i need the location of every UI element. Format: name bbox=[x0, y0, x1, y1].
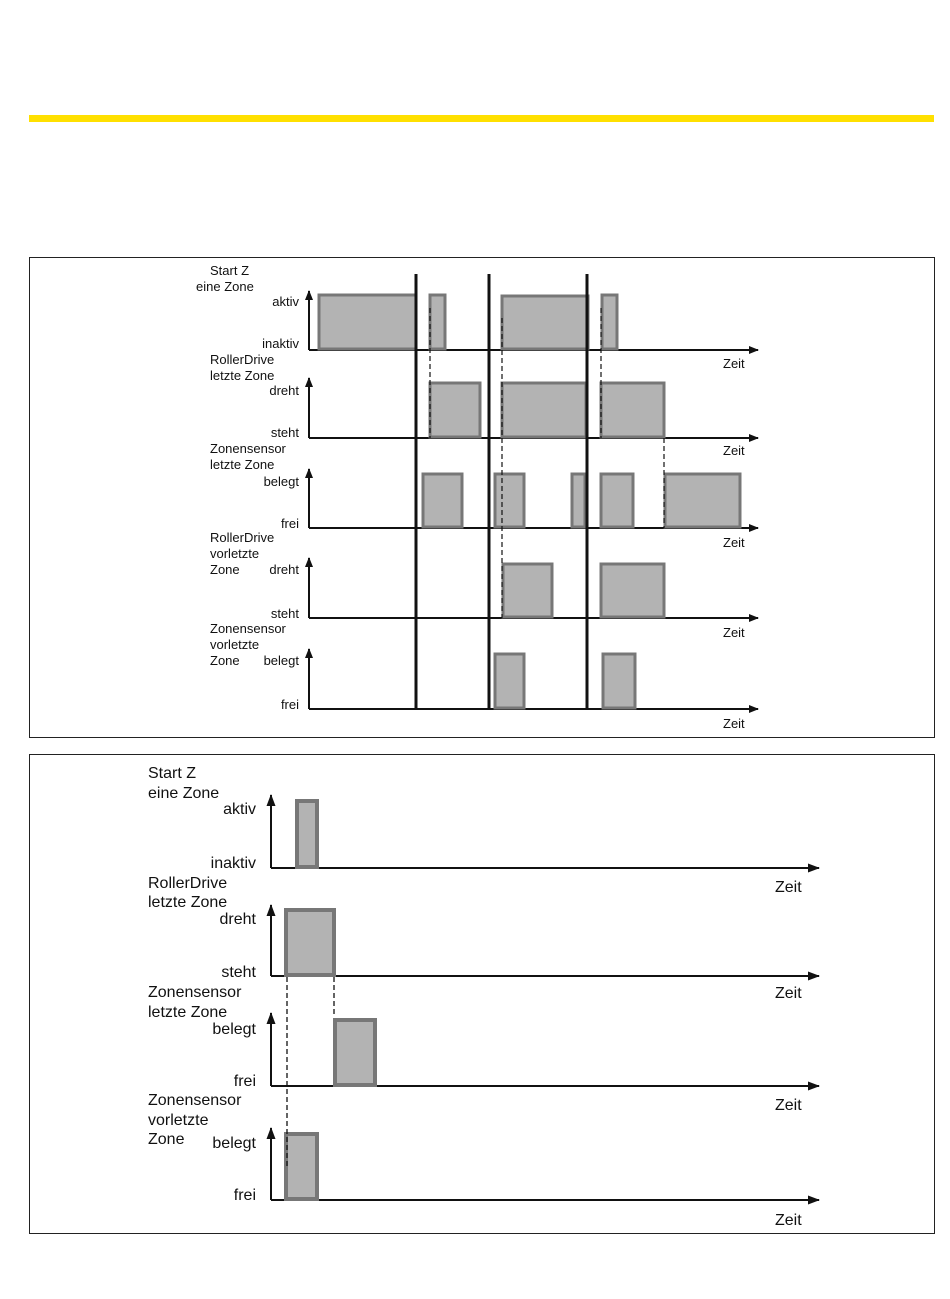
d1-row3-title-line2: letzte Zone bbox=[210, 457, 275, 472]
d2-row1-pulse-1 bbox=[297, 801, 317, 867]
d2-row2-title-line1: RollerDrive bbox=[148, 875, 228, 892]
d2-row1-title-line2: eine Zone bbox=[148, 785, 220, 802]
d2-row4-time-label: Zeit bbox=[775, 1212, 802, 1229]
d1-row5-pulse-1 bbox=[495, 654, 524, 708]
d2-row1-time-label: Zeit bbox=[775, 879, 802, 896]
d2-row2-title-line2: letzte Zone bbox=[148, 894, 228, 911]
d2-row3-pulse-1 bbox=[335, 1020, 375, 1085]
d1-row1-time-label: Zeit bbox=[723, 356, 745, 371]
d1-row-zonesensor-last-zone bbox=[210, 441, 758, 550]
d1-row-rollerdrive-last-zone bbox=[210, 352, 758, 458]
d2-row2-pulse-1 bbox=[286, 910, 334, 975]
timing-diagram-2 bbox=[29, 754, 935, 1234]
d1-row-rollerdrive-penultimate-zone bbox=[210, 530, 758, 640]
d1-row1-pulse-4 bbox=[602, 295, 617, 349]
d1-row1-high-label: aktiv bbox=[272, 294, 299, 309]
d2-row3-time-label: Zeit bbox=[775, 1097, 802, 1114]
d1-row3-low-label: frei bbox=[280, 516, 299, 531]
d2-row4-title-line3: Zone bbox=[148, 1131, 185, 1148]
d1-row2-pulse-2 bbox=[502, 383, 586, 437]
d1-row1-title-line1: Start Z bbox=[210, 263, 250, 278]
d1-row5-time-label: Zeit bbox=[723, 716, 745, 731]
d1-row4-low-label: steht bbox=[270, 606, 299, 621]
d2-row-start-zone bbox=[148, 765, 819, 896]
d2-row4-high-label: belegt bbox=[212, 1135, 256, 1152]
d1-row2-time-label: Zeit bbox=[723, 443, 745, 458]
d1-row3-pulse-5 bbox=[665, 474, 740, 527]
d1-row4-high-label: dreht bbox=[269, 562, 299, 577]
d1-row5-low-label: frei bbox=[280, 697, 299, 712]
d1-row1-low-label: inaktiv bbox=[262, 336, 299, 351]
d1-row3-pulse-2 bbox=[495, 474, 524, 527]
d1-row1-pulse-2 bbox=[430, 295, 445, 349]
d1-row1-pulse-1 bbox=[319, 295, 416, 349]
d2-row3-high-label: belegt bbox=[212, 1021, 256, 1038]
d2-row2-time-label: Zeit bbox=[775, 985, 802, 1002]
d1-row2-pulse-1 bbox=[430, 383, 480, 437]
d2-row3-low-label: frei bbox=[233, 1073, 256, 1090]
timing-diagram-2-canvas bbox=[30, 755, 934, 1233]
d2-row1-low-label: inaktiv bbox=[210, 855, 256, 872]
d1-row4-title-line2: vorletzte bbox=[210, 546, 260, 561]
d1-row2-pulse-3 bbox=[601, 383, 664, 437]
d1-row2-title-line2: letzte Zone bbox=[210, 368, 275, 383]
d1-row4-time-label: Zeit bbox=[723, 625, 745, 640]
d1-row2-high-label: dreht bbox=[269, 383, 299, 398]
d1-row1-title-line2: eine Zone bbox=[196, 279, 254, 294]
d2-row1-title-line1: Start Z bbox=[148, 765, 197, 782]
d2-row2-low-label: steht bbox=[221, 964, 256, 981]
d1-row5-pulse-2 bbox=[603, 654, 635, 708]
d2-row4-pulse-1 bbox=[286, 1134, 317, 1199]
d1-row5-title-line2: vorletzte bbox=[210, 637, 260, 652]
d1-row3-title-line1: Zonensensor bbox=[210, 441, 286, 456]
d1-row1-pulse-3 bbox=[502, 296, 588, 349]
d1-row4-title-line3: Zone bbox=[210, 562, 240, 577]
d1-row3-pulse-4 bbox=[601, 474, 633, 527]
timing-diagram-1-canvas bbox=[30, 258, 934, 737]
d1-row-zonesensor-penultimate-zone bbox=[210, 621, 758, 731]
timing-diagram-1 bbox=[29, 257, 935, 738]
d2-row-rollerdrive-last-zone bbox=[148, 875, 819, 1002]
d2-row4-title-line1: Zonensensor bbox=[148, 1092, 242, 1109]
d1-row5-title-line3: Zone bbox=[210, 653, 240, 668]
header-accent-bar bbox=[29, 115, 934, 122]
d1-row5-title-line1: Zonensensor bbox=[210, 621, 286, 636]
d1-row4-pulse-1 bbox=[503, 564, 552, 617]
d2-row4-title-line2: vorletzte bbox=[148, 1112, 209, 1129]
d1-row4-title-line1: RollerDrive bbox=[210, 530, 275, 545]
d1-row4-pulse-2 bbox=[601, 564, 664, 617]
d1-row3-high-label: belegt bbox=[263, 474, 299, 489]
d2-row-zonesensor-last-zone bbox=[148, 984, 819, 1114]
d2-row4-low-label: frei bbox=[233, 1187, 256, 1204]
d1-row5-high-label: belegt bbox=[263, 653, 299, 668]
d2-row3-title-line1: Zonensensor bbox=[148, 984, 242, 1001]
d1-row-start-zone bbox=[196, 263, 758, 371]
d2-row3-title-line2: letzte Zone bbox=[148, 1004, 228, 1021]
d1-row3-time-label: Zeit bbox=[723, 535, 745, 550]
d2-row-zonesensor-penultimate-zone bbox=[148, 1092, 819, 1229]
d1-row2-low-label: steht bbox=[270, 425, 299, 440]
d1-row3-pulse-3 bbox=[572, 474, 585, 527]
d2-row2-high-label: dreht bbox=[219, 911, 256, 928]
d1-row2-title-line1: RollerDrive bbox=[210, 352, 275, 367]
d1-row3-pulse-1 bbox=[423, 474, 462, 527]
d2-row1-high-label: aktiv bbox=[223, 801, 256, 818]
